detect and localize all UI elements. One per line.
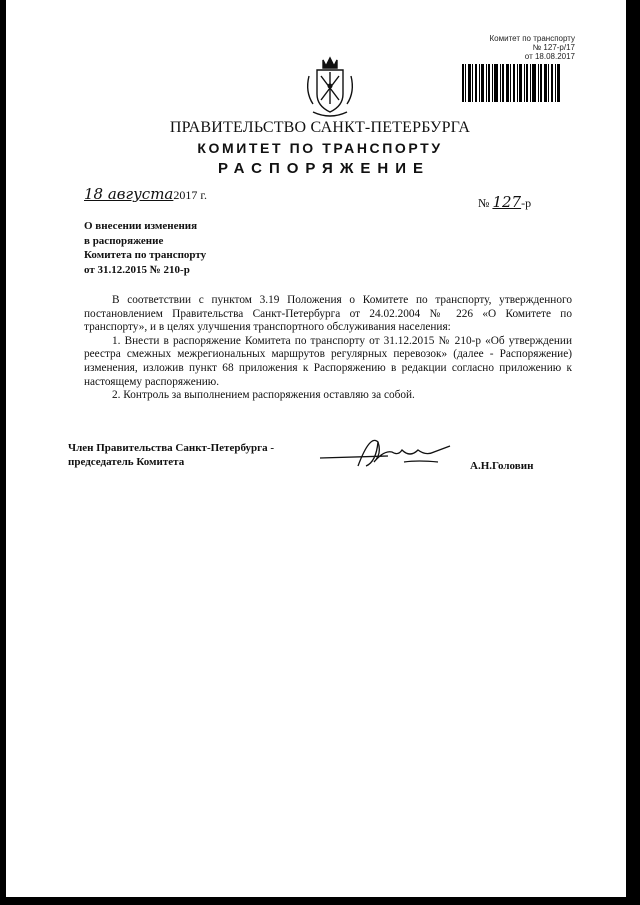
- subject-line-1: О внесении изменения: [84, 220, 198, 232]
- subject-line-4: от 31.12.2015 № 210-р: [84, 263, 190, 276]
- subject-line-3: Комитета по транспорту: [84, 249, 207, 261]
- handwritten-number: 127: [492, 193, 522, 211]
- body-paragraph-2: 1. Внести в распоряжение Комитета по транспорту от 31.12.2015 № 210-р «Об утверждении реестра смежных межрегиональных маршрутов регулярных перевозок» (далее - Распоряжение) изменения, изложив пункт 68 приложения к Распоряжению в редакции согласно приложению к настоящему распоряжению.: [84, 334, 572, 388]
- registration-line-2: № 127-р/17: [532, 43, 575, 52]
- registration-stamp: [455, 34, 575, 61]
- handwritten-signature: [318, 432, 458, 472]
- government-title: ПРАВИТЕЛЬСТВО САНКТ-ПЕТЕРБУРГА: [169, 119, 471, 136]
- scan-edge-bottom: [0, 897, 640, 905]
- subject-block: [84, 219, 244, 277]
- handwritten-date: 18 августа: [84, 185, 174, 203]
- signatory-title-line-2: председатель Комитета: [68, 456, 185, 468]
- document-number: [478, 193, 531, 211]
- document-type: РАСПОРЯЖЕНИЕ: [217, 160, 431, 177]
- committee-title: КОМИТЕТ ПО ТРАНСПОРТУ: [197, 140, 443, 156]
- document-body: [84, 294, 572, 403]
- signatory-name: А.Н.Головин: [470, 460, 534, 472]
- registration-line-3: от 18.08.2017: [524, 52, 575, 61]
- date-year: 2017 г.: [173, 188, 207, 202]
- document-date: [84, 185, 207, 203]
- body-paragraph-1: В соответствии с пунктом 3.19 Положения о Комитете по транспорту, утвержденного постановлением Правительства Санкт-Петербурга от 24.02.2004 № 226 «О Комитете по транспорту», и в целях улучшения транспортного обслуживания населения:: [84, 294, 572, 334]
- signatory-title: [68, 441, 328, 469]
- subject-line-2: в распоряжение: [84, 234, 164, 247]
- number-suffix: -р: [521, 196, 532, 210]
- signatory-title-line-1: Член Правительства Санкт-Петербурга -: [68, 442, 275, 454]
- coat-of-arms-icon: [303, 56, 357, 120]
- registration-line-1: Комитет по транспорту: [489, 34, 575, 43]
- barcode: [462, 64, 560, 102]
- number-prefix: №: [478, 196, 490, 210]
- body-paragraph-3: 2. Контроль за выполнением распоряжения оставляю за собой.: [112, 389, 415, 402]
